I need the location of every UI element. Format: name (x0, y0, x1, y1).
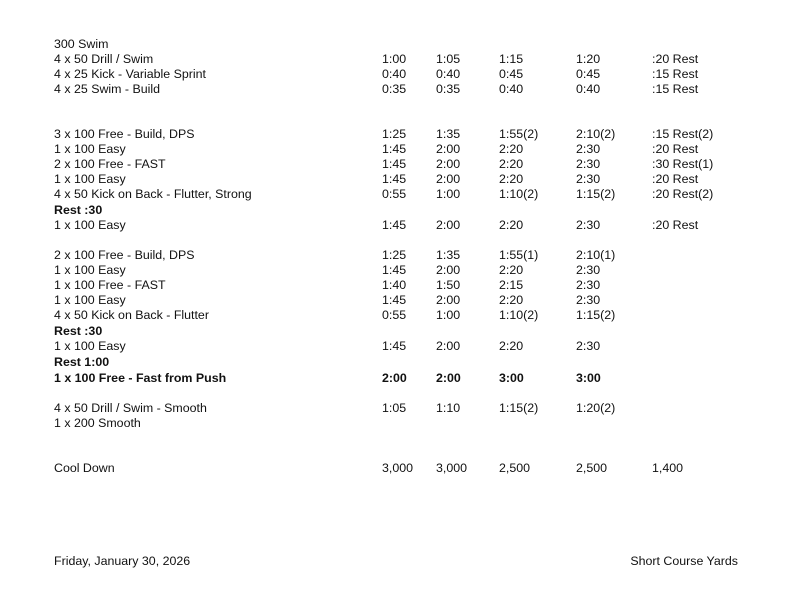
set-description: 1 x 100 Easy (54, 172, 126, 186)
workout-row (0, 416, 792, 431)
interval-c3: 1:55(1) (499, 248, 539, 262)
interval-c3: 0:40 (499, 82, 524, 96)
workout-row (0, 172, 792, 187)
interval-c3: 2,500 (499, 461, 531, 475)
interval-c5: :20 Rest (652, 172, 699, 186)
workout-row (0, 218, 792, 233)
workout-row (0, 203, 792, 218)
interval-c2: 1:00 (436, 187, 461, 201)
interval-c3: 2:20 (499, 142, 524, 156)
interval-c3: 2:20 (499, 157, 524, 171)
interval-c2: 1:05 (436, 52, 461, 66)
workout-row (0, 67, 792, 82)
interval-c1: 3,000 (382, 461, 414, 475)
interval-c4: 3:00 (576, 371, 601, 385)
interval-c2: 0:40 (436, 67, 461, 81)
interval-c3: 0:45 (499, 67, 524, 81)
interval-c1: 1:45 (382, 218, 407, 232)
interval-c1: 1:25 (382, 248, 407, 262)
interval-c4: 1:20 (576, 52, 601, 66)
workout-row (0, 127, 792, 142)
workout-row (0, 308, 792, 323)
interval-c5: :15 Rest (652, 67, 699, 81)
set-description: 4 x 50 Drill / Swim (54, 52, 154, 66)
interval-c1: 1:45 (382, 142, 407, 156)
interval-c2: 2:00 (436, 172, 461, 186)
interval-c3: 2:20 (499, 293, 524, 307)
footer-course-type: Short Course Yards (630, 554, 738, 568)
interval-c2: 2:00 (436, 142, 461, 156)
interval-c4: 2:10(2) (576, 127, 616, 141)
interval-c3: 1:10(2) (499, 187, 539, 201)
interval-c1: 1:45 (382, 263, 407, 277)
interval-c2: 2:00 (436, 293, 461, 307)
interval-c4: 2,500 (576, 461, 608, 475)
set-description: Rest :30 (54, 324, 103, 338)
workout-row (0, 157, 792, 172)
workout-row (0, 263, 792, 278)
set-description: Cool Down (54, 461, 115, 475)
set-description: 1 x 100 Easy (54, 263, 126, 277)
interval-c2: 2:00 (436, 157, 461, 171)
set-description: 4 x 50 Kick on Back - Flutter (54, 308, 209, 322)
interval-c3: 2:20 (499, 263, 524, 277)
interval-c2: 1:10 (436, 401, 461, 415)
workout-row (0, 278, 792, 293)
set-description: 1 x 100 Free - Fast from Push (54, 371, 227, 385)
set-description: 1 x 100 Free - FAST (54, 278, 166, 292)
workout-row (0, 339, 792, 354)
set-description: 3 x 100 Free - Build, DPS (54, 127, 195, 141)
workout-row (0, 461, 792, 476)
set-description: 1 x 100 Easy (54, 293, 126, 307)
set-description: 1 x 100 Easy (54, 218, 126, 232)
interval-c1: 0:55 (382, 308, 407, 322)
interval-c5: :15 Rest (652, 82, 699, 96)
interval-c3: 2:15 (499, 278, 524, 292)
interval-c1: 1:45 (382, 172, 407, 186)
interval-c2: 1:00 (436, 308, 461, 322)
interval-c4: 2:30 (576, 339, 601, 353)
set-description: Rest 1:00 (54, 355, 110, 369)
workout-row (0, 248, 792, 263)
workout-row (0, 52, 792, 67)
set-description: 4 x 25 Kick - Variable Sprint (54, 67, 206, 81)
interval-c5: :20 Rest (652, 218, 699, 232)
interval-c1: 1:05 (382, 401, 407, 415)
interval-c4: 1:15(2) (576, 308, 616, 322)
interval-c4: 0:45 (576, 67, 601, 81)
interval-c3: 1:10(2) (499, 308, 539, 322)
set-description: 1 x 200 Smooth (54, 416, 141, 430)
interval-c1: 2:00 (382, 371, 407, 385)
set-description: 2 x 100 Free - Build, DPS (54, 248, 195, 262)
interval-c2: 2:00 (436, 218, 461, 232)
interval-c1: 0:55 (382, 187, 407, 201)
interval-c5: :20 Rest(2) (652, 187, 714, 201)
workout-row (0, 371, 792, 386)
interval-c4: 2:10(1) (576, 248, 616, 262)
interval-c4: 1:15(2) (576, 187, 616, 201)
interval-c4: 2:30 (576, 157, 601, 171)
workout-row (0, 187, 792, 202)
interval-c2: 2:00 (436, 339, 461, 353)
interval-c2: 1:35 (436, 248, 461, 262)
interval-c2: 1:50 (436, 278, 461, 292)
interval-c5: 1,400 (652, 461, 684, 475)
interval-c3: 1:55(2) (499, 127, 539, 141)
set-description: 300 Swim (54, 37, 109, 51)
interval-c5: :30 Rest(1) (652, 157, 714, 171)
interval-c3: 3:00 (499, 371, 524, 385)
interval-c5: :20 Rest (652, 142, 699, 156)
workout-row (0, 37, 792, 52)
interval-c1: 0:40 (382, 67, 407, 81)
interval-c1: 0:35 (382, 82, 407, 96)
set-description: 4 x 25 Swim - Build (54, 82, 161, 96)
interval-c1: 1:25 (382, 127, 407, 141)
interval-c4: 2:30 (576, 172, 601, 186)
interval-c3: 1:15 (499, 52, 524, 66)
set-description: 4 x 50 Drill / Swim - Smooth (54, 401, 207, 415)
interval-c3: 2:20 (499, 218, 524, 232)
interval-c2: 2:00 (436, 263, 461, 277)
set-description: 2 x 100 Free - FAST (54, 157, 166, 171)
interval-c4: 2:30 (576, 218, 601, 232)
workout-row (0, 293, 792, 308)
interval-c4: 2:30 (576, 278, 601, 292)
interval-c3: 2:20 (499, 339, 524, 353)
interval-c4: 2:30 (576, 263, 601, 277)
set-description: 1 x 100 Easy (54, 339, 126, 353)
interval-c1: 1:45 (382, 293, 407, 307)
workout-row (0, 142, 792, 157)
interval-c5: :15 Rest(2) (652, 127, 714, 141)
set-description: 1 x 100 Easy (54, 142, 126, 156)
workout-row (0, 355, 792, 370)
set-description: 4 x 50 Kick on Back - Flutter, Strong (54, 187, 252, 201)
interval-c2: 0:35 (436, 82, 461, 96)
interval-c4: 2:30 (576, 142, 601, 156)
interval-c3: 1:15(2) (499, 401, 539, 415)
interval-c5: :20 Rest (652, 52, 699, 66)
workout-row (0, 401, 792, 416)
interval-c1: 1:45 (382, 157, 407, 171)
workout-row (0, 82, 792, 97)
workout-row (0, 324, 792, 339)
interval-c2: 2:00 (436, 371, 461, 385)
interval-c2: 1:35 (436, 127, 461, 141)
footer-date: Friday, January 30, 2026 (54, 554, 191, 568)
interval-c1: 1:00 (382, 52, 407, 66)
interval-c4: 1:20(2) (576, 401, 616, 415)
interval-c4: 2:30 (576, 293, 601, 307)
interval-c2: 3,000 (436, 461, 468, 475)
interval-c3: 2:20 (499, 172, 524, 186)
interval-c1: 1:40 (382, 278, 407, 292)
set-description: Rest :30 (54, 203, 103, 217)
interval-c4: 0:40 (576, 82, 601, 96)
interval-c1: 1:45 (382, 339, 407, 353)
